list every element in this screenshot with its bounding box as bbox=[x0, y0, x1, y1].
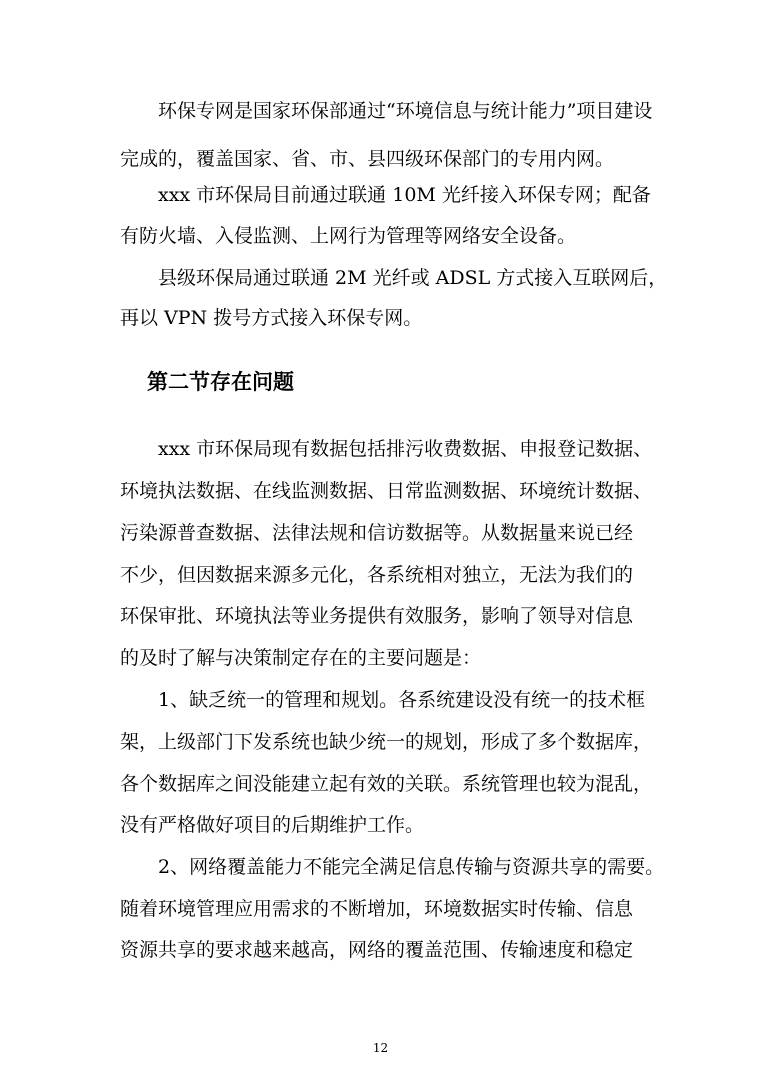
paragraph-line: 环保审批、环境执法等业务提供有效服务，影响了领导对信息 bbox=[120, 605, 634, 627]
list-item-line: 没有严格做好项目的后期维护工作。 bbox=[120, 814, 425, 836]
list-item-line: 各个数据库之间没能建立起有效的关联。系统管理也较为混乱， bbox=[120, 773, 653, 795]
paragraph-line: 不少，但因数据来源多元化，各系统相对独立，无法为我们的 bbox=[120, 564, 634, 586]
paragraph-line: xxx 市环保局目前通过联通 10M 光纤接入环保专网；配备 bbox=[158, 184, 651, 206]
list-item-line: 资源共享的要求越来越高，网络的覆盖范围、传输速度和稳定 bbox=[120, 939, 634, 961]
list-item-line: 架，上级部门下发系统也缺少统一的规划，形成了多个数据库， bbox=[120, 731, 653, 753]
paragraph-line: 环境执法数据、在线监测数据、日常监测数据、环境统计数据、 bbox=[120, 480, 653, 502]
list-item-line: 1、缺乏统一的管理和规划。各系统建设没有统一的技术框 bbox=[158, 689, 646, 711]
page-number: 12 bbox=[372, 1041, 389, 1055]
list-item-line: 2、网络覆盖能力不能完全满足信息传输与资源共享的需要。 bbox=[158, 856, 665, 878]
paragraph-line: 县级环保局通过联通 2M 光纤或 ADSL 方式接入互联网后， bbox=[158, 267, 668, 289]
paragraph-line: 再以 VPN 拨号方式接入环保专网。 bbox=[120, 307, 423, 329]
paragraph-line: 有防火墙、入侵监测、上网行为管理等网络安全设备。 bbox=[120, 225, 577, 247]
paragraph-line: 的及时了解与决策制定存在的主要问题是： bbox=[120, 647, 482, 669]
list-item-line: 随着环境管理应用需求的不断增加，环境数据实时传输、信息 bbox=[120, 898, 634, 920]
paragraph-line: 环保专网是国家环保部通过“环境信息与统计能力”项目建设 bbox=[158, 100, 653, 122]
paragraph-line: xxx 市环保局现有数据包括排污收费数据、申报登记数据、 bbox=[158, 438, 653, 460]
paragraph-line: 污染源普查数据、法律法规和信访数据等。从数据量来说已经 bbox=[120, 522, 634, 544]
section-heading: 第二节存在问题 bbox=[147, 369, 294, 394]
paragraph-line: 完成的，覆盖国家、省、市、县四级环保部门的专用内网。 bbox=[120, 148, 615, 170]
